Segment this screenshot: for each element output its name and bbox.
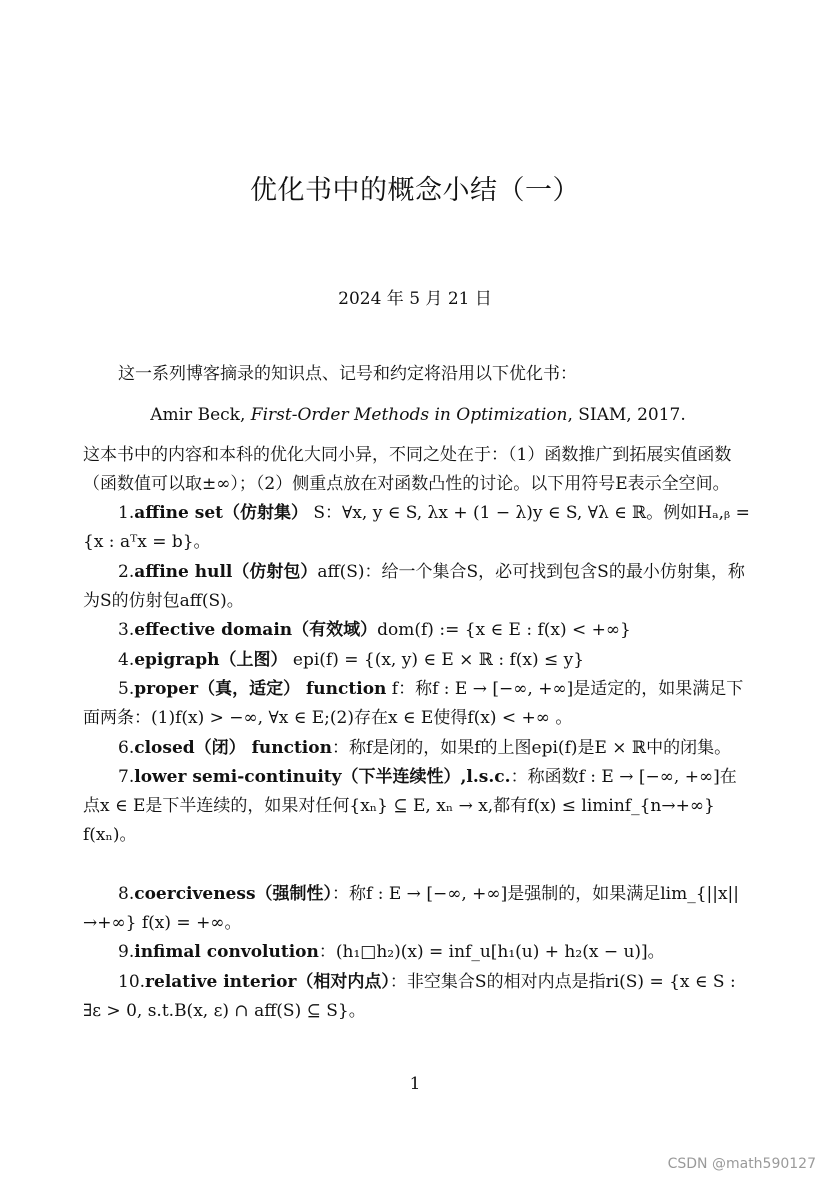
item-text: ：称f : E → [−∞, +∞]是强制的，如果满足lim_{||x||→+∞} f(x) = +∞。 [83, 883, 740, 934]
citation-publisher: , SIAM, 2017. [567, 405, 686, 426]
document-date: 2024 年 5 月 21 日 [338, 289, 492, 309]
item-term: closed（闭） function [134, 737, 332, 758]
item-term: coerciveness（强制性） [134, 883, 333, 904]
item-term: effective domain（有效域） [134, 620, 378, 641]
item-number: 5. [118, 678, 135, 699]
paragraph-gap [83, 851, 753, 880]
item-term: affine set（仿射集） [134, 503, 308, 524]
item-number: 1. [118, 503, 135, 524]
overview-paragraph: 这本书中的内容和本科的优化大同小异，不同之处在于：（1）函数推广到拓展实值函数（函数值可以取±∞）；（2）侧重点放在对函数凸性的讨论。以下用符号E表示全空间。 [83, 444, 732, 494]
item-term: infimal convolution [134, 942, 319, 963]
concept-item-4 [83, 646, 753, 675]
concept-item-7 [83, 763, 753, 851]
item-number: 8. [118, 883, 135, 904]
item-number: 2. [118, 561, 135, 582]
item-text: ：称函数f : E → [−∞, +∞]在点x ∈ E是下半连续的，如果对任何{xₙ} ⊆ E, xₙ → x,都有f(x) ≤ liminf_{n→+∞} f(xₙ)。 [83, 766, 737, 846]
concept-item-2 [83, 558, 753, 617]
concept-item-1 [83, 499, 753, 558]
concept-item-6 [83, 734, 753, 763]
intro-paragraph: 这一系列博客摘录的知识点、记号和约定将沿用以下优化书： [118, 364, 577, 384]
item-term: affine hull（仿射包） [134, 561, 318, 582]
document-title: 优化书中的概念小结（一） [250, 175, 580, 206]
concept-item-9 [83, 938, 753, 967]
item-number: 7. [118, 766, 135, 787]
item-text: dom(f) := {x ∈ E : f(x) < +∞} [377, 620, 631, 641]
page-number: 1 [409, 1074, 421, 1094]
item-text: epi(f) = {(x, y) ∈ E × ℝ : f(x) ≤ y} [287, 649, 585, 670]
concept-item-8 [83, 880, 753, 939]
watermark: CSDN @math590127 [667, 1156, 816, 1172]
item-number: 3. [118, 620, 135, 641]
citation-author: Amir Beck, [150, 405, 251, 426]
document-body [83, 360, 753, 1026]
item-term: lower semi-continuity（下半连续性）,l.s.c. [134, 766, 511, 787]
item-text: aff(S)：给一个集合S，必可找到包含S的最小仿射集，称为S的仿射包aff(S)。 [83, 561, 745, 612]
concept-item-10 [83, 968, 753, 1027]
item-text: ：(h₁□h₂)(x) = inf_u[h₁(u) + h₂(x − u)]。 [318, 942, 665, 963]
item-term: proper（真，适定） function [134, 678, 387, 699]
item-number: 10. [118, 971, 146, 992]
book-citation [83, 401, 753, 430]
item-text: S：∀x, y ∈ S, λx + (1 − λ)y ∈ S, ∀λ ∈ ℝ。例如Hₐ,ᵦ = {x : aᵀx = b}。 [83, 503, 750, 553]
item-number: 4. [118, 649, 135, 670]
concept-item-3 [83, 616, 753, 645]
concept-item-5 [83, 675, 753, 734]
item-text: ：称f是闭的，如果f的上图epi(f)是E × ℝ中的闭集。 [331, 737, 732, 758]
item-text: f：称f : E → [−∞, +∞]是适定的，如果满足下面两条：(1)f(x) > −∞, ∀x ∈ E;(2)存在x ∈ E使得f(x) < +∞ 。 [83, 678, 744, 729]
item-number: 6. [118, 737, 135, 758]
item-number: 9. [118, 942, 135, 963]
item-term: epigraph（上图） [134, 649, 288, 670]
citation-book-title: First-Order Methods in Optimization [250, 405, 568, 426]
item-text: ：非空集合S的相对内点是指ri(S) = {x ∈ S : ∃ε > 0, s.t.B(x, ε) ∩ aff(S) ⊆ S}。 [83, 971, 736, 1021]
item-term: relative interior（相对内点） [145, 971, 390, 992]
